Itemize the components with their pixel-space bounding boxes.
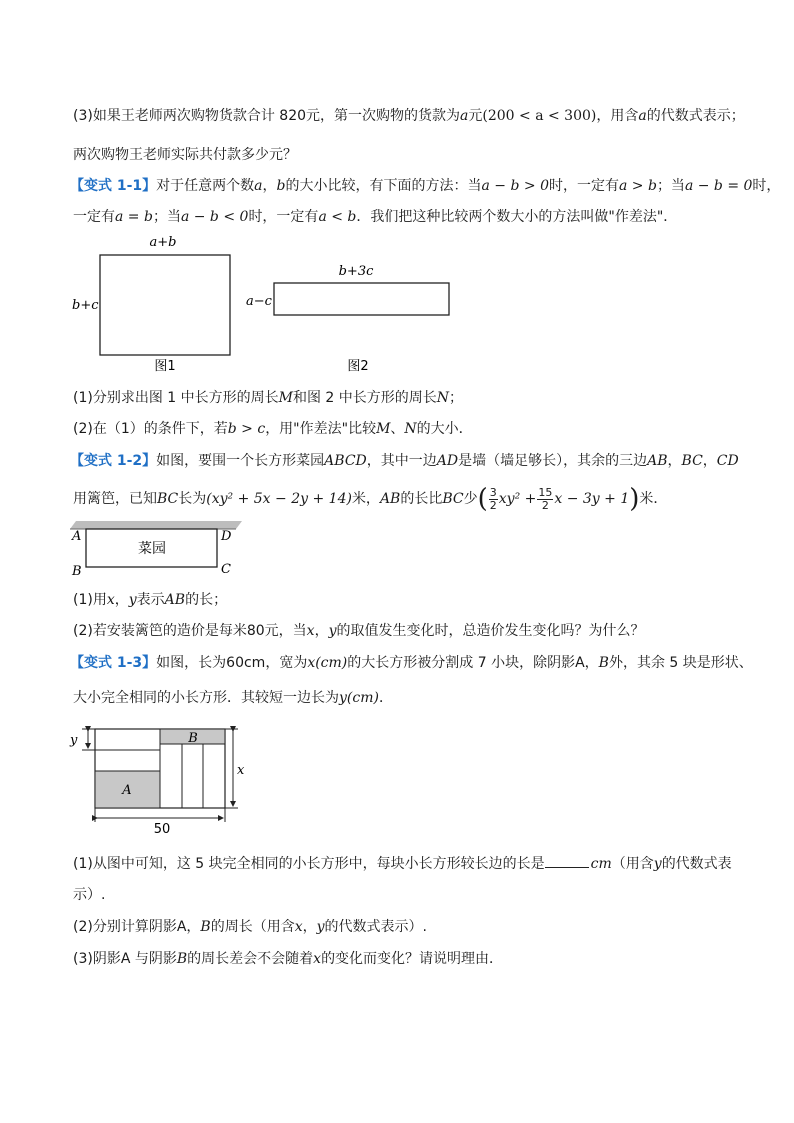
label-x: x: [237, 763, 245, 778]
v11-q1: (1)分别求出图 1 中长方形的周长M和图 2 中长方形的周长N；: [73, 390, 464, 406]
fig2-top-label: b+3c: [338, 264, 374, 279]
v12-line-1: 【变式 1-2】如图，要围一个长方形菜园ABCD，其中一边AD是墙（墙足够长），其余的三边AB，BC，CD: [70, 453, 739, 469]
v13-q3: (3)阴影A 与阴影B的周长差会不会随着x的变化而变化？请说明理由．: [73, 951, 504, 967]
point-D: D: [221, 529, 232, 544]
garden-figure: [66, 518, 252, 580]
v11-line-2: 一定有a = b；当a − b < 0时，一定有a < b．我们把这种比较两个数大小的方法叫做"作差法"．: [73, 209, 678, 225]
fig2-left-label: a−c: [246, 294, 272, 309]
fig2-rect: [274, 283, 449, 315]
label-y: y: [70, 733, 78, 748]
v13-q1-line-1: (1)从图中可知，这 5 块完全相同的小长方形中，每块小长方形较长边的长是 cm（用含y的代数式表: [73, 853, 732, 874]
fig1-rect: [100, 255, 230, 355]
answer-blank[interactable]: [545, 853, 589, 868]
frac-3-2: $\frac{3}{2}$: [489, 485, 497, 512]
label-B: B: [188, 731, 198, 746]
v12-q1: (1)用x，y表示AB的长；: [73, 592, 228, 608]
fig1-caption: 图1: [154, 359, 176, 374]
fig2-caption: 图2: [347, 359, 369, 374]
v11-line-1: 【变式 1-1】对于任意两个数a，b的大小比较，有下面的方法：当a − b > 0时，一定有a > b；当a − b = 0时，: [70, 178, 781, 194]
v13-q1-line-2: 示）.: [73, 887, 106, 903]
v12-q2: (2)若安装篱笆的造价是每米80元，当x，y的取值发生变化时，总造价发生变化吗？为什么？: [73, 623, 645, 639]
v11-tag: 【变式 1-1】: [70, 178, 157, 194]
v12-tag: 【变式 1-2】: [70, 453, 157, 469]
v13-line-1: 【变式 1-3】如图，长为60cm，宽为x(cm)的大长方形被分割成 7 小块，除阴影A，B外，其余 5 块是形状、: [70, 655, 753, 671]
v11-figures: [60, 230, 480, 380]
v13-q2: (2)分别计算阴影A，B的周长（用含x，y的代数式表示）.: [73, 919, 427, 935]
q3-line-1: (3)如果王老师两次购物货款合计 820元，第一次购物的货款为a元(200 < a < 300)，用含a的代数式表示；: [73, 108, 745, 124]
fig1-left-label: b+c: [72, 298, 99, 313]
q3-line-2: 两次购物王老师实际共付款多少元？: [73, 147, 297, 163]
wall-hatch: [70, 521, 242, 529]
v12-line-2: 用篱笆，已知BC长为(xy² + 5x − 2y + 14)米，AB的长比BC少( $\frac{3}{2}$ xy² + $\frac{15}{2}$ x − 3y + 1)米．: [73, 484, 668, 514]
label-A: A: [122, 783, 132, 798]
point-A: A: [72, 529, 82, 544]
v13-line-2: 大小完全相同的小长方形．其较短一边长为y(cm)．: [73, 690, 393, 706]
v11-q2: (2)在（1）的条件下，若b > c，用"作差法"比较M、N的大小．: [73, 421, 473, 437]
partition-figure: [66, 722, 256, 838]
label-50: 50: [153, 822, 171, 837]
point-C: C: [221, 562, 231, 577]
fig1-top-label: a+b: [149, 235, 177, 250]
v13-tag: 【变式 1-3】: [70, 655, 157, 671]
frac-15-2: $\frac{15}{2}$: [538, 485, 553, 512]
point-B: B: [72, 564, 82, 579]
garden-label: 菜园: [138, 541, 166, 557]
